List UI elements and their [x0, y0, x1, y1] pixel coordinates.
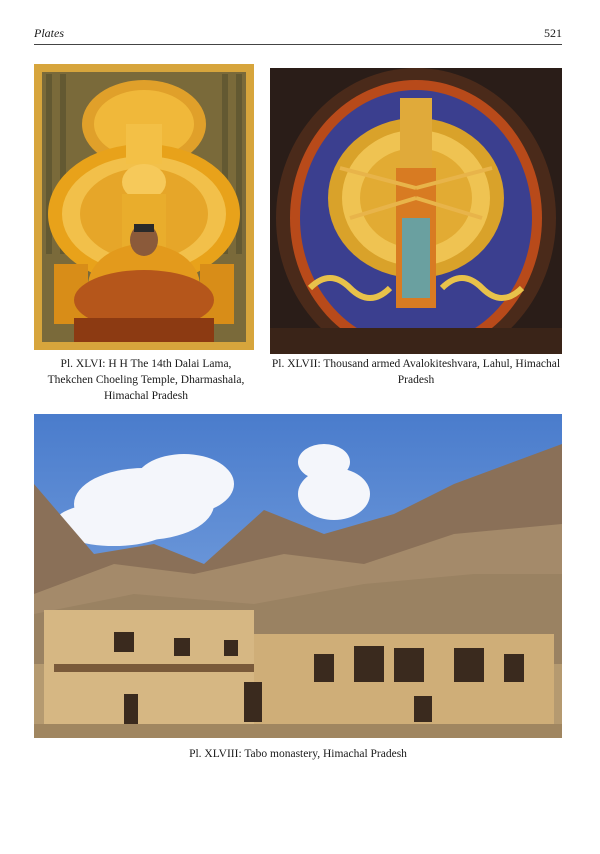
- plate-48-caption: [34, 746, 562, 762]
- plate-47-caption: [266, 356, 566, 388]
- caption-line: Pradesh: [397, 374, 435, 386]
- page-number: 521: [544, 26, 562, 40]
- plate-avalokiteshvara-photo: [270, 68, 562, 354]
- page-header: [34, 26, 562, 45]
- avalokiteshvara-photo-illustration: [270, 68, 562, 354]
- dalai-lama-photo-illustration: [34, 64, 254, 350]
- plate-tabo-monastery-photo: [34, 414, 562, 738]
- section-title: Plates: [34, 26, 64, 40]
- caption-line: Himachal Pradesh: [104, 390, 188, 402]
- caption-line: Thekchen Choeling Temple, Dharmashala,: [47, 374, 245, 386]
- plate-dalai-lama-photo: [34, 64, 254, 350]
- caption-line: Pl. XLVI: H H The 14th Dalai Lama,: [60, 358, 232, 370]
- plate-46-caption: [34, 356, 258, 404]
- tabo-monastery-photo-illustration: [34, 414, 562, 738]
- caption-line: Pl. XLVII: Thousand armed Avalokiteshvara, Lahul, Himachal: [271, 358, 561, 370]
- caption-line: Pl. XLVIII: Tabo monastery, Himachal Pradesh: [189, 748, 407, 760]
